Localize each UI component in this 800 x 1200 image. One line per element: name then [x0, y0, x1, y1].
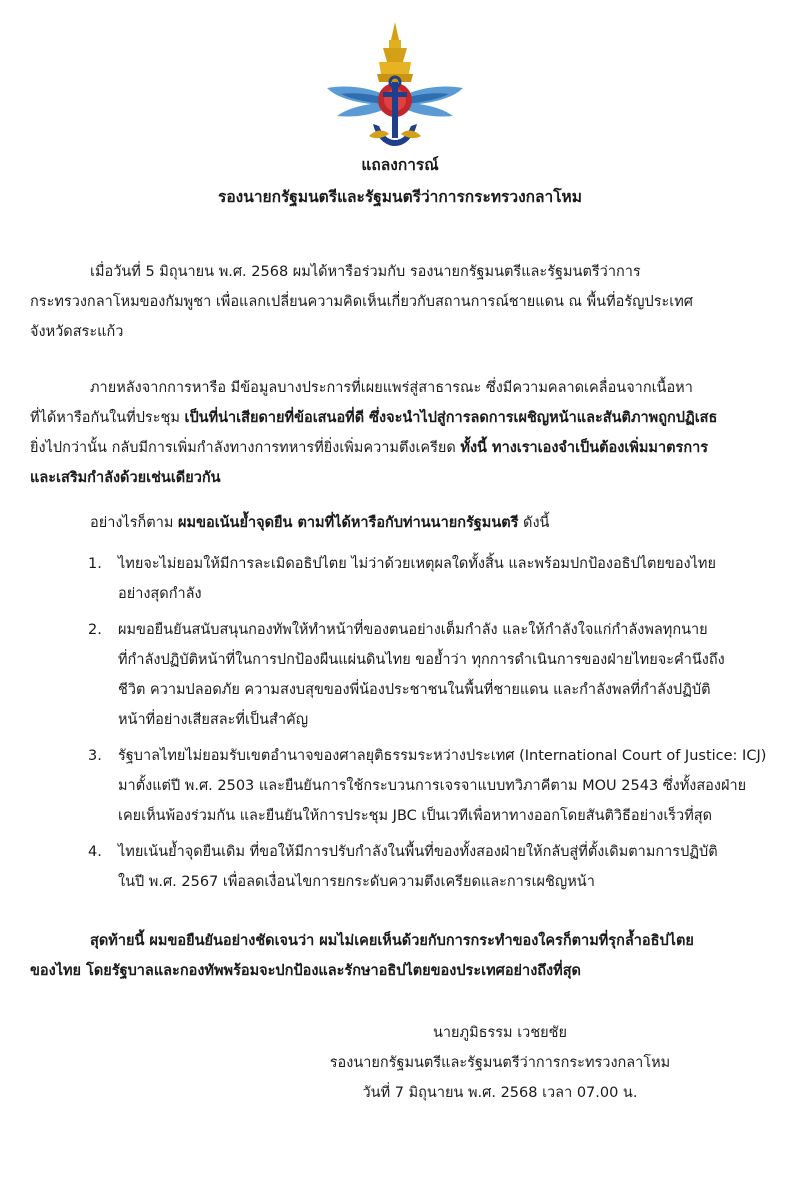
list-item	[88, 741, 778, 831]
list-number: 1.	[88, 556, 102, 572]
list-number: 4.	[88, 844, 102, 860]
list-line: หน้าที่อย่างเสียสละที่เป็นสำคัญ	[118, 712, 309, 728]
paragraph-4	[30, 926, 780, 986]
paragraph-line: กระทรวงกลาโหมของกัมพูชา เพื่อแลกเปลี่ยนความคิดเห็นเกี่ยวกับสถานการณ์ชายแดน ณ พื้นที่อรัญประเทศ	[30, 294, 693, 310]
list-item	[88, 549, 778, 609]
list-line: ในปี พ.ศ. 2567 เพื่อลดเงื่อนไขการยกระดับความตึงเครียดและการเผชิญหน้า	[118, 874, 595, 890]
text-span: ที่ได้หารือกันในที่ประชุม	[30, 410, 185, 426]
list-item	[88, 837, 778, 897]
paragraph-line	[90, 508, 780, 538]
text-span: อย่างไรก็ตาม	[90, 515, 179, 531]
bold-line: ของไทย โดยรัฐบาลและกองทัพพร้อมจะปกป้องและรักษาอธิปไตยของประเทศอย่างถึงที่สุด	[30, 963, 581, 979]
document-subtitle: รองนายกรัฐมนตรีและรัฐมนตรีว่าการกระทรวงกลาโหม	[218, 188, 582, 206]
paragraph-line	[30, 403, 780, 433]
list-number: 2.	[88, 622, 102, 638]
list-number: 3.	[88, 748, 102, 764]
list-line: อย่างสุดกำลัง	[118, 586, 202, 602]
list-line: ไทยเน้นย้ำจุดยืนเดิม ที่ขอให้มีการปรับกำลังในพื้นที่ของทั้งสองฝ่ายให้กลับสู่ที่ตั้งเดิมตามการปฏิบัติ	[118, 844, 718, 860]
bold-text: และเสริมกำลังด้วยเช่นเดียวกัน	[30, 470, 221, 486]
text-span: ดังนี้	[518, 515, 550, 531]
paragraph-1	[30, 257, 780, 347]
bold-text: ทั้งนี้ ทางเราเองจำเป็นต้องเพิ่มมาตรการ	[460, 440, 709, 456]
list-line: ที่กำลังปฏิบัติหน้าที่ในการปกป้องผืนแผ่นดินไทย ขอย้ำว่า ทุกการดำเนินการของฝ่ายไทยจะคำนึงถึง	[118, 652, 725, 668]
list-line: มาตั้งแต่ปี พ.ศ. 2503 และยืนยันการใช้กระบวนการเจรจาแบบทวิภาคีตาม MOU 2543 ซึ่งทั้งสองฝ่าย	[118, 778, 747, 794]
paragraph-line: เมื่อวันที่ 5 มิถุนายน พ.ศ. 2568 ผมได้หารือร่วมกับ รองนายกรัฐมนตรีและรัฐมนตรีว่าการ	[90, 264, 641, 280]
list-line: เคยเห็นพ้องร่วมกัน และยืนยันให้การประชุม JBC เป็นเวทีเพื่อหาทางออกโดยสันติวิธีอย่างเร็วที่สุด	[118, 808, 713, 824]
statement-date: วันที่ 7 มิถุนายน พ.ศ. 2568 เวลา 07.00 น.	[362, 1085, 638, 1101]
bold-text: เป็นที่น่าเสียดายที่ข้อเสนอที่ดี ซึ่งจะนำไปสู่การลดการเผชิญหน้าและสันติภาพถูกปฏิเสธ	[184, 410, 718, 426]
list-item	[88, 615, 778, 735]
text-span: ยิ่งไปกว่านั้น กลับมีการเพิ่มกำลังทางการทหารที่ยิ่งเพิ่มความตึงเครียด	[30, 440, 461, 456]
signatory-position: รองนายกรัฐมนตรีและรัฐมนตรีว่าการกระทรวงกลาโหม	[329, 1055, 671, 1071]
signature-block	[300, 1018, 700, 1108]
paragraph-3	[90, 508, 780, 538]
ministry-of-defence-emblem-icon	[325, 18, 465, 158]
list-line: ผมขอยืนยันสนับสนุนกองทัพให้ทำหน้าที่ของตนอย่างเต็มกำลัง และให้กำลังใจแก่กำลังพลทุกนาย	[118, 622, 708, 638]
list-line: รัฐบาลไทยไม่ยอมรับเขตอำนาจของศาลยุติธรรมระหว่างประเทศ (International Court of Justice: ICJ)	[118, 748, 767, 764]
list-line: ชีวิต ความปลอดภัย ความสงบสุขของพี่น้องประชาชนในพื้นที่ชายแดน และกำลังพลที่กำลังปฏิบัติ	[118, 682, 711, 698]
document-title: แถลงการณ์	[361, 156, 439, 174]
paragraph-line: ภายหลังจากการหารือ มีข้อมูลบางประการที่เผยแพร่สู่สาธารณะ ซึ่งมีความคลาดเคลื่อนจากเนื้อหา	[90, 380, 693, 396]
paragraph-line: จังหวัดสระแก้ว	[30, 324, 124, 340]
position-list	[88, 549, 778, 903]
bold-text: ผมขอเน้นย้ำจุดยืน ตามที่ได้หารือกับท่านนายกรัฐมนตรี	[178, 515, 519, 531]
list-line: ไทยจะไม่ยอมให้มีการละเมิดอธิปไตย ไม่ว่าด้วยเหตุผลใดทั้งสิ้น และพร้อมปกป้องอธิปไตยของไทย	[118, 556, 716, 572]
signatory-name: นายภูมิธรรม เวชยชัย	[432, 1025, 568, 1041]
paragraph-2	[30, 373, 780, 493]
paragraph-line	[30, 463, 780, 493]
bold-line: สุดท้ายนี้ ผมขอยืนยันอย่างชัดเจนว่า ผมไม่เคยเห็นด้วยกับการกระทำของใครก็ตามที่รุกล้ำอธิปไตย	[90, 933, 694, 949]
paragraph-line	[30, 433, 780, 463]
